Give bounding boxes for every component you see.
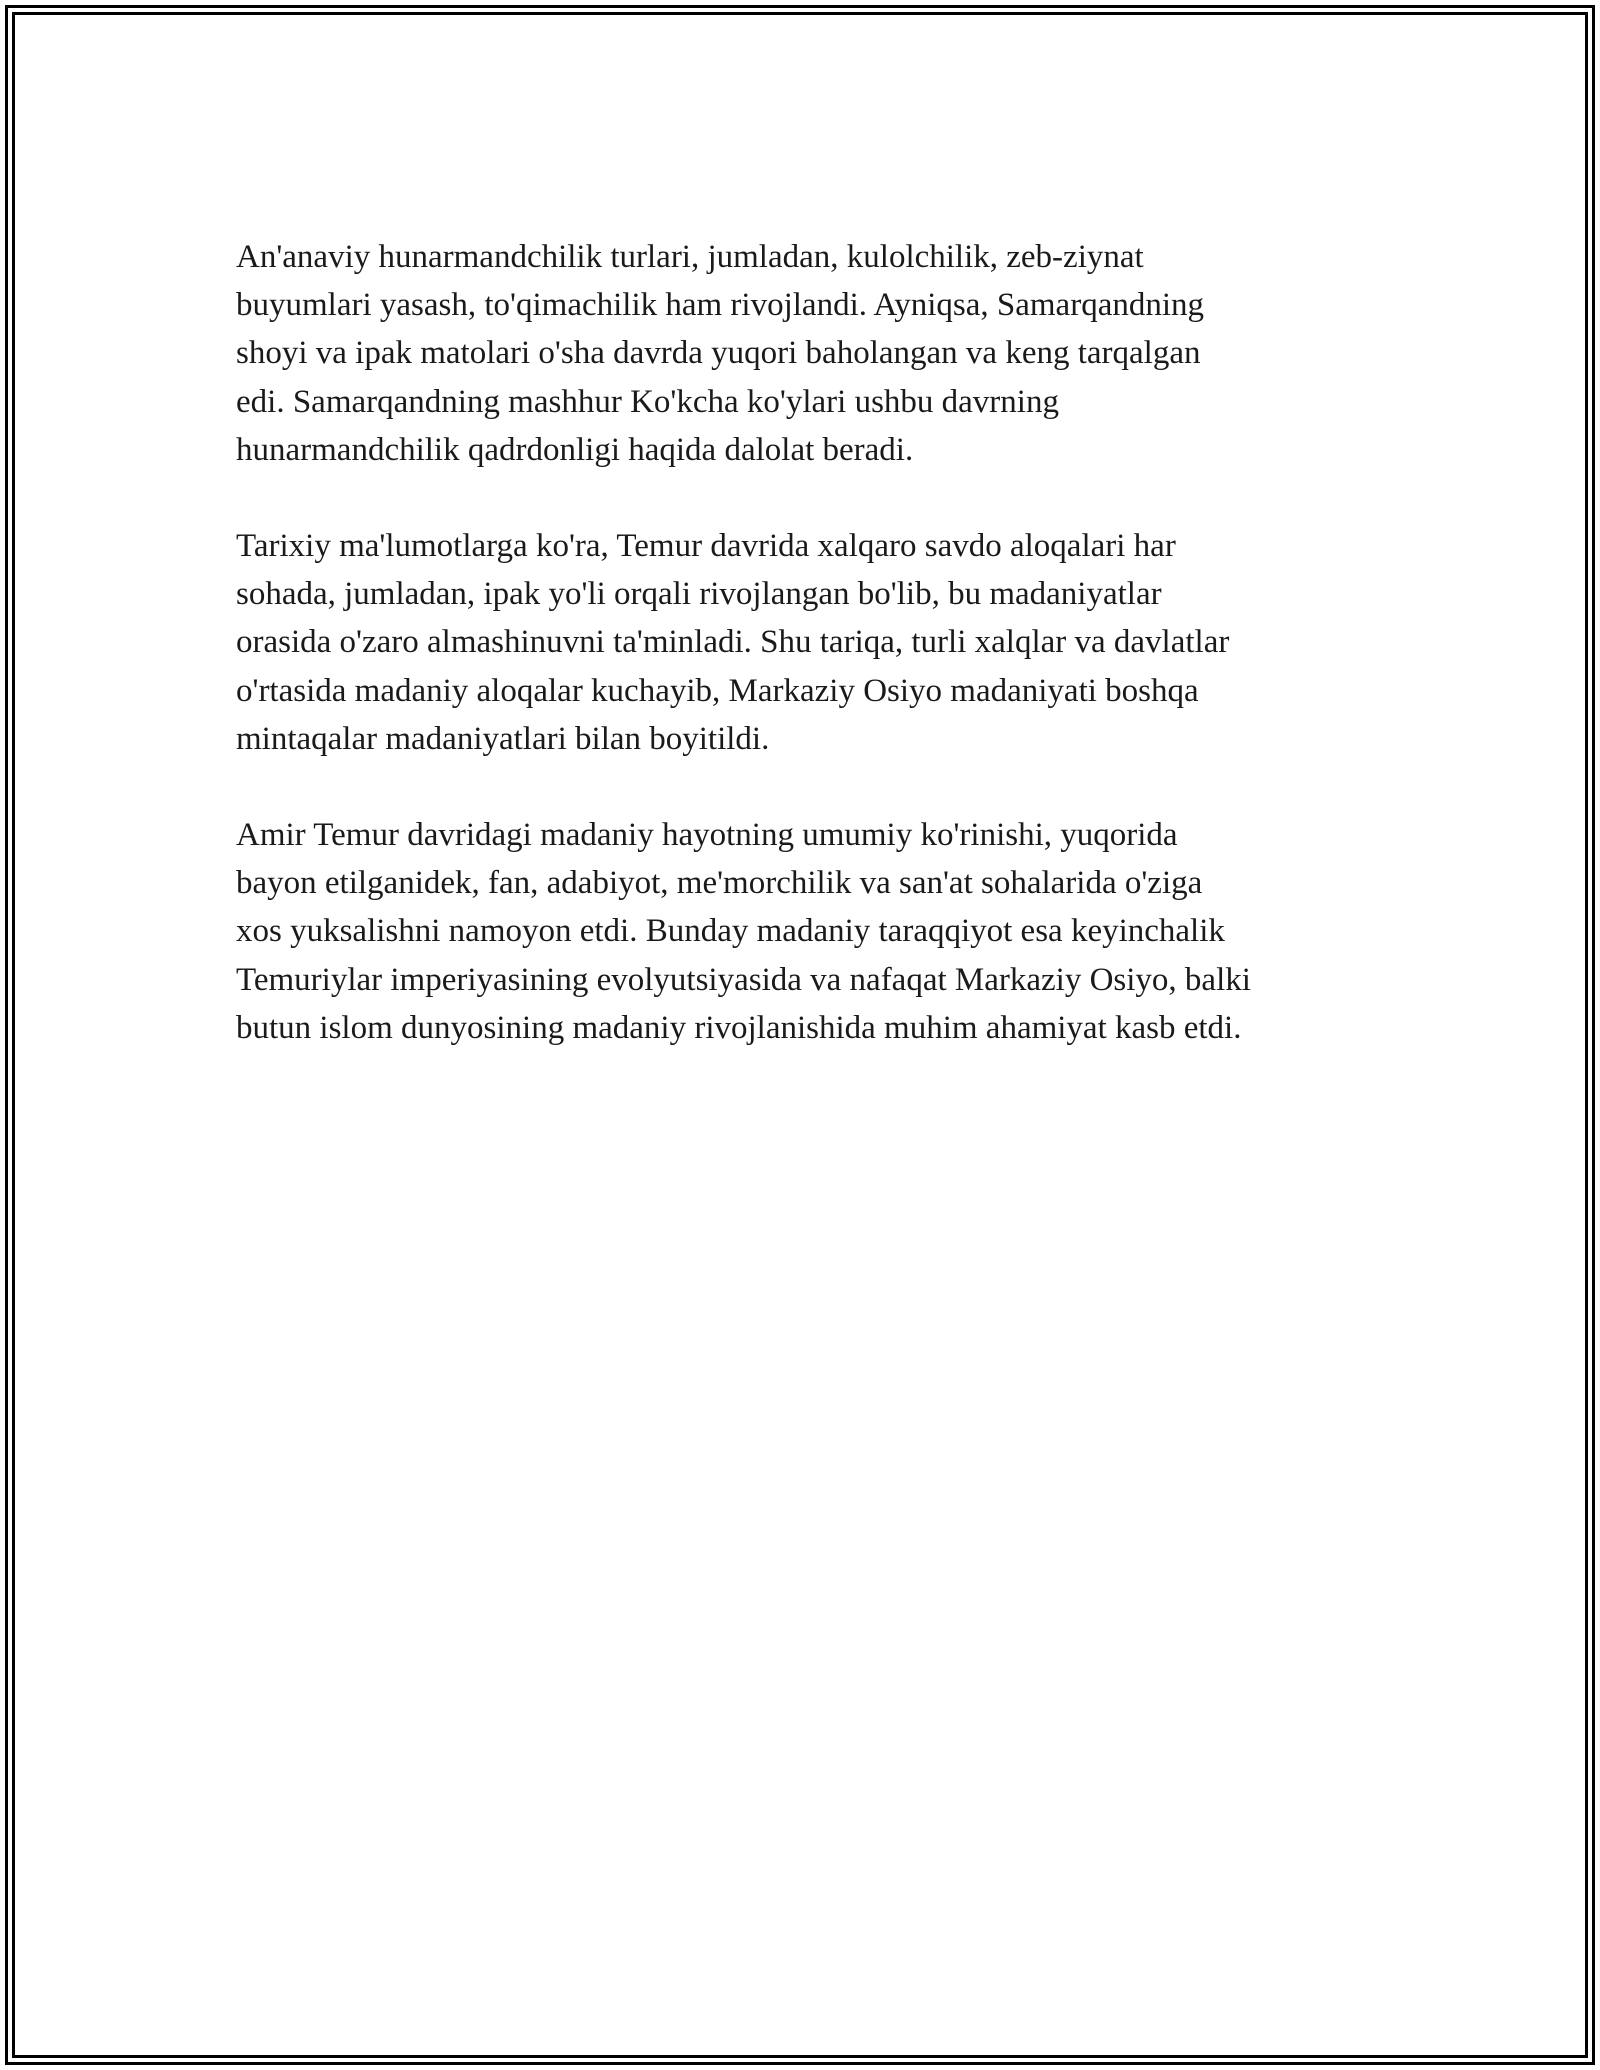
paragraph-line: edi. Samarqandning mashhur Ko'kcha ko'ylari ushbu davrning [236, 383, 1059, 420]
paragraph-line: buyumlari yasash, to'qimachilik ham rivojlandi. Ayniqsa, Samarqandning [236, 287, 1205, 324]
paragraph-line: An'anaviy hunarmandchilik turlari, jumladan, kulolchilik, zeb-ziynat [236, 239, 1144, 275]
paragraph-line: Temuriylar imperiyasining evolyutsiyasida va nafaqat Markaziy Osiyo, balki [236, 961, 1251, 998]
paragraph-line: mintaqalar madaniyatlari bilan boyitildi. [236, 720, 770, 757]
document-body [236, 233, 1386, 1100]
paragraph-line: shoyi va ipak matolari o'sha davrda yuqori baholangan va keng tarqalgan [236, 335, 1201, 372]
paragraph-line: hunarmandchilik qadrdonligi haqida dalolat beradi. [236, 431, 914, 468]
paragraph-line: sohada, jumladan, ipak yo'li orqali rivojlangan bo'lib, bu madaniyatlar [236, 576, 1162, 613]
paragraph-line: Amir Temur davridagi madaniy hayotning umumiy ko'rinishi, yuqorida [236, 817, 1178, 854]
paragraph-2 [236, 522, 1386, 763]
paragraph-3 [236, 811, 1386, 1052]
paragraph-1 [236, 233, 1386, 474]
paragraph-line: Tarixiy ma'lumotlarga ko'ra, Temur davrida xalqaro savdo aloqalari har [236, 528, 1176, 565]
paragraph-line: o'rtasida madaniy aloqalar kuchayib, Markaziy Osiyo madaniyati boshqa [236, 672, 1199, 709]
paragraph-line: butun islom dunyosining madaniy rivojlanishida muhim ahamiyat kasb etdi. [236, 1009, 1242, 1046]
paragraph-line: xos yuksalishni namoyon etdi. Bunday madaniy taraqqiyot esa keyinchalik [236, 913, 1225, 950]
paragraph-line: bayon etilganidek, fan, adabiyot, me'morchilik va san'at sohalarida o'ziga [236, 865, 1203, 902]
paragraph-line: orasida o'zaro almashinuvni ta'minladi. Shu tariqa, turli xalqlar va davlatlar [236, 624, 1230, 661]
